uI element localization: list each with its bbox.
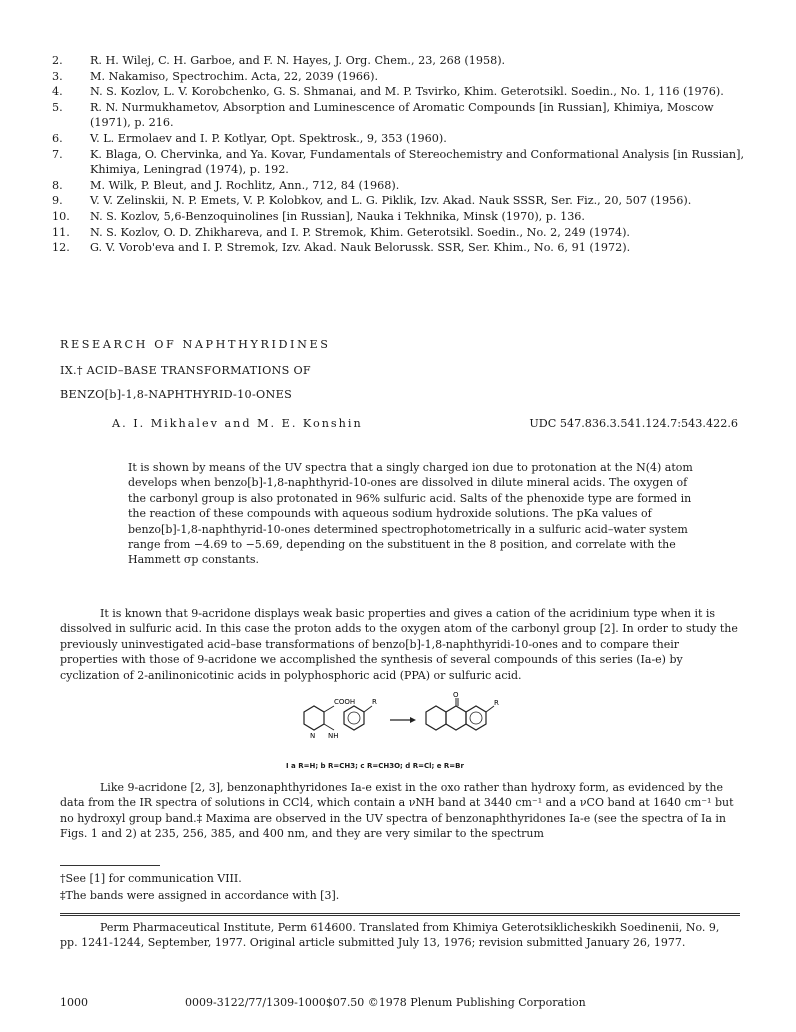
reference-text: M. Nakamiso, Spectrochim. Acta, 22, 2039 (1966). — [90, 69, 379, 83]
reference-item — [52, 209, 752, 225]
affiliation: Perm Pharmaceutical Institute, Perm 614600. Translated from Khimiya Geterotsiklicheskikh Soedinenii, No. 9, pp. 1241-1244, September, 1977. Original article submitted July 13, 1976; revision submitted January 26, 1977. — [60, 921, 720, 950]
reference-item — [52, 225, 752, 241]
reference-number: 6. — [52, 131, 63, 145]
reference-number: 8. — [52, 178, 63, 192]
benzene-ring — [344, 706, 364, 730]
reference-item — [52, 131, 752, 147]
product-ring-b — [446, 706, 466, 730]
reference-text: V. V. Zelinskii, N. P. Emets, V. P. Kolobkov, and L. G. Piklik, Izv. Akad. Nauk SSSR, Ser. Fiz., 20, 507 (1956). — [90, 194, 692, 208]
footnote-1: †See [1] for communication VIII. — [60, 872, 242, 885]
page-number: 1000 — [60, 996, 88, 1009]
cooh-label: COOH — [334, 698, 356, 706]
affiliation-rule — [60, 913, 740, 914]
reference-number: 11. — [52, 225, 70, 239]
reference-number: 3. — [52, 69, 63, 83]
abstract: It is shown by means of the UV spectra that a singly charged ion due to protonation at the N(4) atom develops when benzo[b]-1,8-naphthyrid-10-ones are dissolved in dilute mineral acids. The oxygen of the carbonyl group is also protonated in 96% sulfuric acid. Salts of the phenoxide type are formed in the reaction of these compounds with aqueous sodium hydroxide solutions. The pKa values of benzo[b]-1,8-naphthyrid-10-ones determined spectrophotometrically in a sulfuric acid–water system range from −4.69 to −5.69, depending on the substituent in the 8 position, and correlate with the Hammett σp constants. — [128, 461, 693, 567]
reference-number: 4. — [52, 85, 63, 99]
reference-text: M. Wilk, P. Bleut, and J. Rochlitz, Ann., 712, 84 (1968). — [90, 178, 400, 192]
scheme-caption: I a R=H; b R=CH3; c R=CH3O; d R=Cl; e R=Br — [286, 762, 464, 770]
r-label-right: R — [494, 699, 499, 707]
reference-number: 2. — [52, 54, 63, 67]
reference-text: G. V. Vorob'eva and I. P. Stremok, Izv. Akad. Nauk Belorussk. SSR, Ser. Khim., No. 6, 91 (1972). — [90, 241, 631, 255]
reference-number: 7. — [52, 147, 63, 161]
r-label-left: R — [372, 698, 377, 706]
reference-item — [52, 53, 752, 69]
reference-text: N. S. Kozlov, L. V. Korobchenko, G. S. Shmanai, and M. P. Tsvirko, Khim. Geterotsikl. Soedin., No. 1, 116 (1976). — [90, 85, 724, 99]
o-label: O — [453, 692, 459, 699]
reference-text: R. H. Wilej, C. H. Garboe, and F. N. Hayes, J. Org. Chem., 23, 268 (1958). — [90, 54, 506, 67]
reference-text: N. S. Kozlov, O. D. Zhikhareva, and I. P. Stremok, Khim. Geterotsikl. Soedin., No. 2, 249 (1974). — [90, 225, 630, 239]
reference-number: 5. — [52, 100, 63, 114]
reference-number: 9. — [52, 194, 63, 208]
reference-item — [52, 193, 752, 209]
reference-item — [52, 100, 752, 131]
authors: A. I. Mikhalev and M. E. Konshin — [112, 417, 363, 430]
copyright-line: 0009-3122/77/1309-1000$07.50 ©1978 Plenum Publishing Corporation — [185, 996, 586, 1009]
reference-text: R. N. Nurmukhametov, Absorption and Luminescence of Aromatic Compounds [in Russian], Khimiya, Moscow (1971), p. 216. — [90, 100, 714, 130]
article-title-line-2: IX.† ACID–BASE TRANSFORMATIONS OF — [60, 364, 311, 377]
body-paragraph-1: It is known that 9-acridone displays weak basic properties and gives a cation of the acridinium type when it is dissolved in sulfuric acid. In this case the proton adds to the oxygen atom of the carbonyl group [2]. In order to study the previously uninvestigated acid–base transformations of benzo[b]-1,8-naphthyridi-10-ones and to compare their properties with those of 9-acridone we accomplished the synthesis of several compounds of this series (Ia-e) by cyclization of 2-anilinonicotinic acids in polyphosphoric acid (PPA) or sulfuric acid. — [60, 607, 738, 682]
reference-item — [52, 240, 752, 256]
product-ring-c — [466, 706, 486, 730]
nh-label: NH — [328, 732, 339, 740]
pyridine-ring — [304, 706, 324, 730]
reference-item — [52, 84, 752, 100]
reference-list — [52, 53, 752, 256]
udc-code: UDC 547.836.3.541.124.7:543.422.6 — [529, 417, 738, 430]
reference-text: K. Blaga, O. Chervinka, and Ya. Kovar, Fundamentals of Stereochemistry and Conformational Analysis [in Russian], Khimiya, Leningrad (1974), p. 192. — [90, 147, 745, 177]
reference-text: V. L. Ermolaev and I. P. Kotlyar, Opt. Spektrosk., 9, 353 (1960). — [90, 131, 447, 145]
reference-item — [52, 178, 752, 194]
body-paragraph-2: Like 9-acridone [2, 3], benzonaphthyridones Ia-e exist in the oxo rather than hydroxy form, as evidenced by the data from the IR spectra of solutions in CCl4, which contain a νNH band at 3440 cm⁻¹ and a νCO band at 1640 cm⁻¹ but no hydroxyl group band.‡ Maxima are observed in the UV spectra of benzonaphthyridones Ia-e (see the spectra of Ia in Figs. 1 and 2) at 235, 256, 385, and 400 nm, and they are very similar to the spectrum — [60, 781, 734, 841]
ring-n-label: N — [310, 732, 316, 740]
reaction-scheme — [290, 692, 520, 752]
reference-text: N. S. Kozlov, 5,6-Benzoquinolines [in Russian], Nauka i Tekhnika, Minsk (1970), p. 136. — [90, 209, 585, 223]
product-ring-a — [426, 706, 446, 730]
article-title-line-1: RESEARCH OF NAPHTHYRIDINES — [60, 338, 331, 351]
reference-item — [52, 147, 752, 178]
article-title-line-3: BENZO[b]-1,8-NAPHTHYRID-10-ONES — [60, 388, 293, 401]
affiliation-rule-2 — [60, 915, 740, 916]
footnote-rule — [60, 865, 160, 866]
reference-number: 12. — [52, 241, 70, 255]
footnote-2: ‡The bands were assigned in accordance with [3]. — [60, 889, 340, 902]
reference-item — [52, 69, 752, 85]
reference-number: 10. — [52, 209, 70, 223]
